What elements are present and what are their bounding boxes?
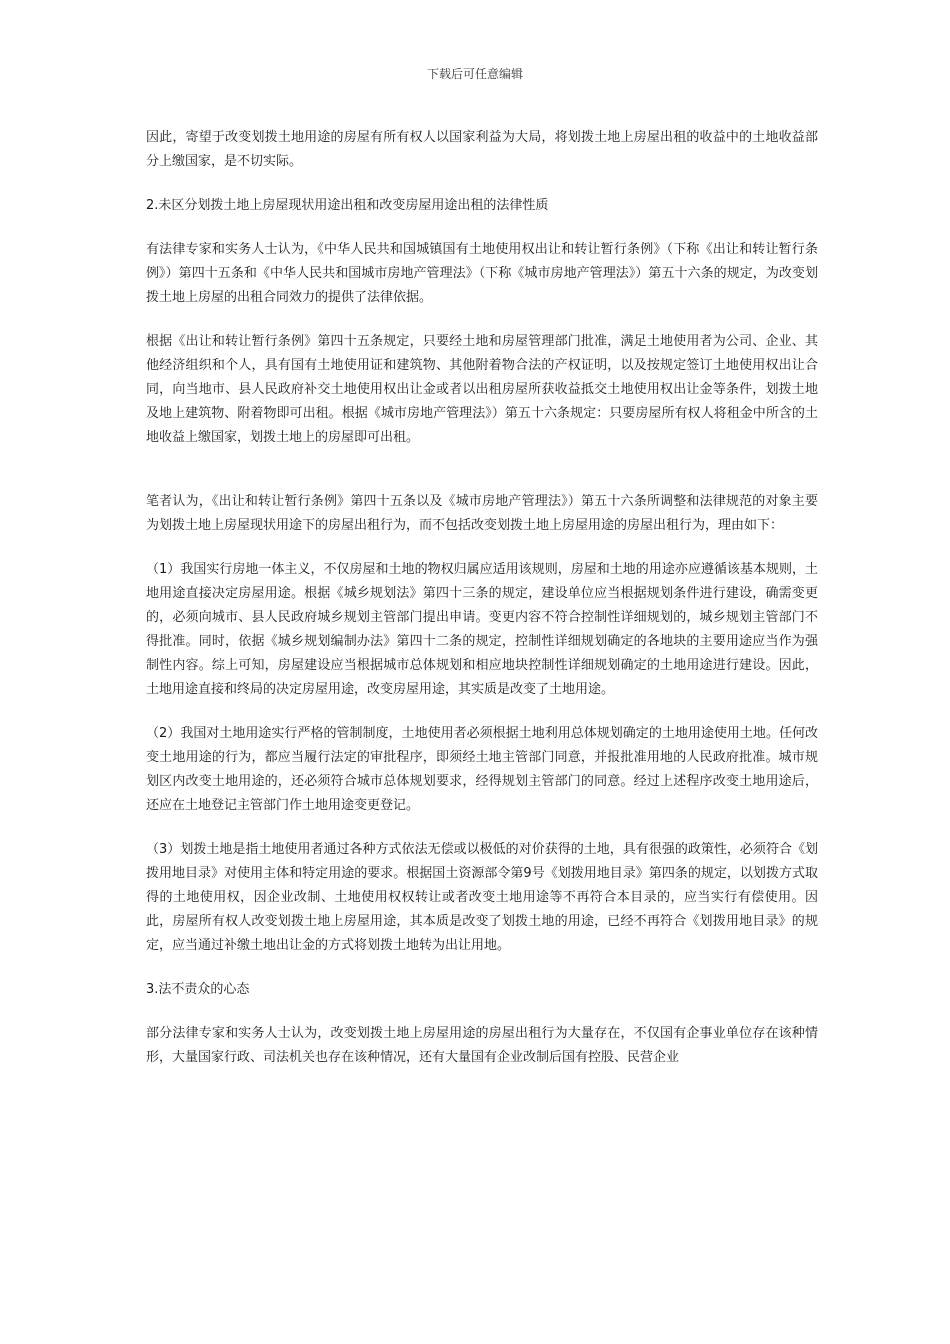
paragraph-3: 根据《出让和转让暂行条例》第四十五条规定，只要经土地和房屋管理部门批准，满足土地使用者为公司、企业、其他经济组织和个人，具有国有土地使用证和建筑物、其他附着物合法的产权证明，以及按规定签订土地使用权出让合同，向当地市、县人民政府补交土地使用权出让金或者以出租房屋所获收益抵交土地使用权出让金等条件，划拨土地及地上建筑物、附着物即可出租。根据《城市房地产管理法》）第五十六条规定：只要房屋所有权人将租金中所含的土地收益上缴国家，划拨土地上的房屋即可出租。 xyxy=(146,334,818,445)
paragraph-4: 笔者认为，《出让和转让暂行条例》第四十五条以及《城市房地产管理法》）第五十六条所调整和法律规范的对象主要为划拨土地上房屋现状用途下的房屋出租行为，而不包括改变划拨土地上房屋用途的房屋出租行为，理由如下： xyxy=(146,494,818,533)
paragraph-1: 因此，寄望于改变划拨土地用途的房屋有所有权人以国家利益为大局，将划拨土地上房屋出租的收益中的土地收益部分上缴国家，是不切实际。 xyxy=(146,130,818,169)
paragraph-reason-1: （1）我国实行房地一体主义，不仅房屋和土地的物权归属应适用该规则，房屋和土地的用途亦应遵循该基本规则，土地用途直接决定房屋用途。根据《城乡规划法》第四十三条的规定，建设单位应当根据规划条件进行建设，确需变更的，必须向城市、县人民政府城乡规划主管部门提出申请。变更内容不符合控制性详细规划的，城乡规划主管部门不得批准。同时，依据《城乡规划编制办法》第四十二条的规定，控制性详细规划确定的各地块的主要用途应当作为强制性内容。综上可知，房屋建设应当根据城市总体规划和相应地块控制性详细规划确定的土地用途进行建设。因此，土地用途直接和终局的决定房屋用途，改变房屋用途，其实质是改变了土地用途。 xyxy=(146,562,818,697)
page-header: 下载后可任意编辑 xyxy=(426,67,523,81)
paragraph-2: 有法律专家和实务人士认为，《中华人民共和国城镇国有土地使用权出让和转让暂行条例》（下称《出让和转让暂行条例》）第四十五条和《中华人民共和国城市房地产管理法》（下称《城市房地产管理法》）第五十六条的规定，为改变划拨土地上房屋的出租合同效力的提供了法律依据。 xyxy=(146,242,818,305)
paragraph-reason-3: （3）划拨土地是指土地使用者通过各种方式依法无偿或以极低的对价获得的土地，具有很强的政策性，必须符合《划拨用地目录》对使用主体和特定用途的要求。根据国土资源部令第9号《划拨用地目录》第四条的规定，以划拨方式取得的土地使用权，因企业改制、土地使用权权转让或者改变土地用途等不再符合本目录的，应当实行有偿使用。因此，房屋所有权人改变划拨土地上房屋用途，其本质是改变了划拨土地的用途，已经不再符合《划拨用地目录》的规定，应当通过补缴土地出让金的方式将划拨土地转为出让用地。 xyxy=(146,842,818,953)
document-body xyxy=(146,126,818,1090)
paragraph-reason-2: （2）我国对土地用途实行严格的管制制度，土地使用者必须根据土地利用总体规划确定的土地用途使用土地。任何改变土地用途的行为，都应当履行法定的审批程序，即须经土地主管部门同意，并报批准用地的人民政府批准。城市规划区内改变土地用途的，还必须符合城市总体规划要求，经得规划主管部门的同意。经过上述程序改变土地用途后，还应在土地登记主管部门作土地用途变更登记。 xyxy=(146,726,818,813)
section-heading-3: 3.法不责众的心态 xyxy=(146,982,250,997)
section-heading-2: 2.未区分划拨土地上房屋现状用途出租和改变房屋用途出租的法律性质 xyxy=(146,198,549,213)
paragraph-5: 部分法律专家和实务人士认为，改变划拨土地上房屋用途的房屋出租行为大量存在，不仅国有企事业单位存在该种情形，大量国家行政、司法机关也存在该种情况，还有大量国有企业改制后国有控股、民营企业 xyxy=(146,1026,818,1065)
